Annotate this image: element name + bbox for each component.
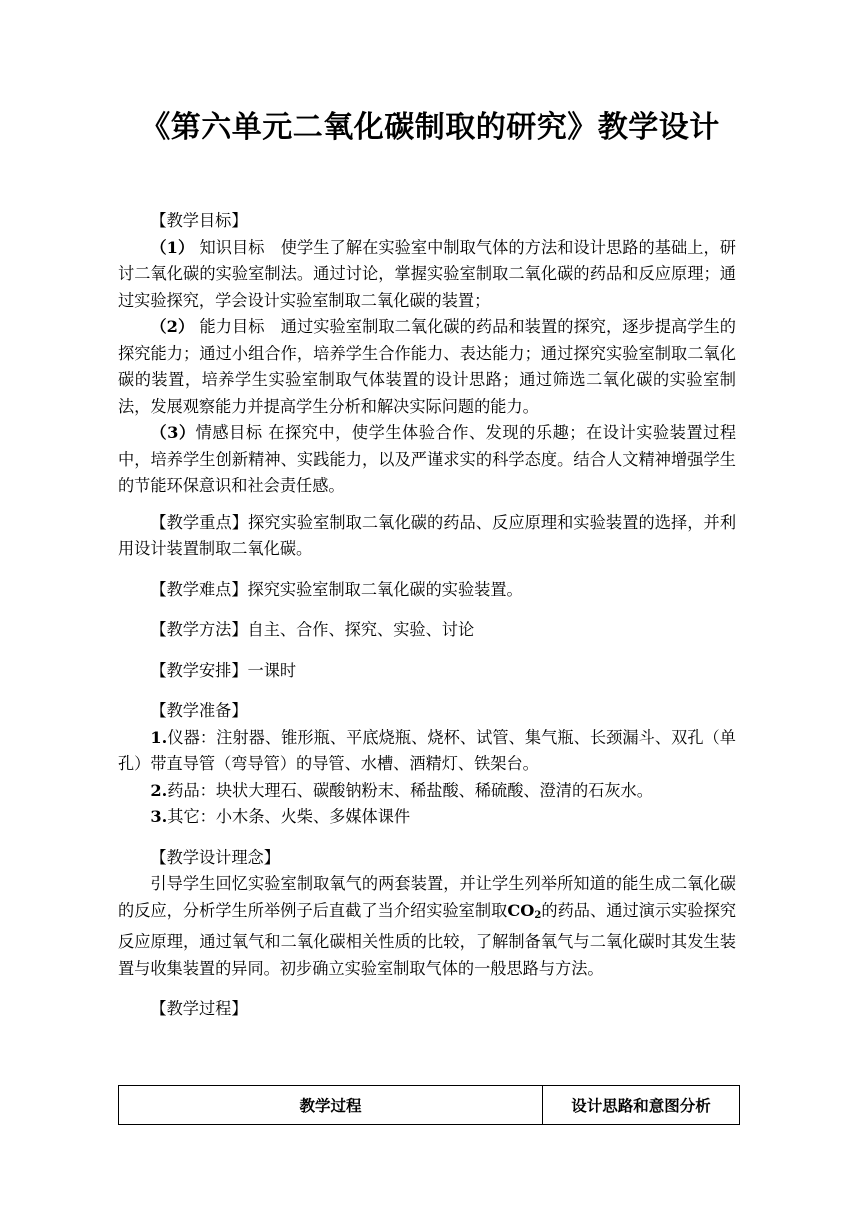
concept-formula-main: CO <box>507 900 535 920</box>
concept-text <box>118 871 736 982</box>
preparation-heading: 【教学准备】 <box>150 701 248 720</box>
preparation-item-2 <box>118 778 736 805</box>
difficulty <box>118 577 736 604</box>
document-body <box>118 208 736 1023</box>
goal-knowledge-text: 使学生了解在实验室中制取气体的方法和设计思路的基础上，研讨二氧化碳的实验室制法。通过讨论，掌握实验室制取二氧化碳的药品和反应原理；通过实验探究，学会设计实验室制取二氧化碳的装置； <box>118 237 736 310</box>
preparation-item-text: 其它：小木条、火柴、多媒体课件 <box>167 807 411 826</box>
concept-formula <box>507 901 541 920</box>
goals-heading: 【教学目标】 <box>150 211 248 230</box>
goal-knowledge-label: 知识目标 <box>194 237 281 257</box>
concept-heading: 【教学设计理念】 <box>150 847 280 867</box>
goal-emotion <box>118 420 736 500</box>
preparation-item-num: 1. <box>150 727 168 747</box>
goal-knowledge <box>118 235 736 315</box>
goal-knowledge-num: （1） <box>150 237 195 257</box>
key-points-text: 探究实验室制取二氧化碳的药品、反应原理和实验装置的选择，并利用设计装置制取二氧化碳。 <box>118 512 737 558</box>
goal-ability-num: （2） <box>150 317 195 336</box>
schedule-text: 一课时 <box>247 660 297 680</box>
goal-emotion-num: （3） <box>150 423 196 442</box>
difficulty-heading: 【教学难点】 <box>150 579 248 599</box>
methods-text: 自主、合作、探究、实验、讨论 <box>247 620 475 639</box>
concept-formula-sub: 2 <box>534 909 542 921</box>
methods-heading: 【教学方法】 <box>150 620 248 639</box>
preparation-item-text: 仪器：注射器、锥形瓶、平底烧瓶、烧杯、试管、集气瓶、长颈漏斗、双孔（单孔）带直导管（弯导管）的导管、水槽、酒精灯、铁架台。 <box>118 727 736 773</box>
goal-emotion-text: 在探究中，使学生体验合作、发现的乐趣；在设计实验装置过程中，培养学生创新精神、实践能力，以及严谨求实的科学态度。结合人文精神增强学生的节能环保意识和社会责任感。 <box>118 423 737 495</box>
concept-text-before: 引导学生回忆实验室制取氧气的两套装置，并让学生列举所知道的能生成二氧化碳的反应，分析学生所举例子后直截了当介绍实验室制取 <box>118 874 736 920</box>
schedule-heading: 【教学安排】 <box>150 660 248 680</box>
preparation-item-1 <box>118 725 736 778</box>
goal-ability-text: 通过实验室制取二氧化碳的药品和装置的探究，逐步提高学生的探究能力；通过小组合作，培养学生合作能力、表达能力；通过探究实验室制取二氧化碳的装置，培养学生实验室制取气体装置的设计思路；通过筛选二氧化碳的实验室制法，发展观察能力并提高学生分析和解决实际问题的能力。 <box>118 317 736 416</box>
table-header-design: 设计思路和意图分析 <box>571 1097 711 1115</box>
document-title: 《第六单元二氧化碳制取的研究》教学设计 <box>140 110 720 145</box>
preparation-item-text: 药品：块状大理石、碳酸钠粉末、稀盐酸、稀硫酸、澄清的石灰水。 <box>167 780 653 800</box>
table-header-process: 教学过程 <box>119 1086 543 1124</box>
preparation-item-3 <box>118 804 736 831</box>
key-points <box>118 510 736 563</box>
goal-emotion-label: 情感目标 <box>195 423 269 442</box>
process-heading: 【教学过程】 <box>150 999 248 1018</box>
concept-text-after: 的药品、通过演示实验探究反应原理，通过氧气和二氧化碳相关性质的比较，了解制备氧气与二氧化碳时其发生装置与收集装置的异同。初步确立实验室制取气体的一般思路与方法。 <box>118 900 737 978</box>
preparation-item-num: 2. <box>150 780 168 800</box>
difficulty-text: 探究实验室制取二氧化碳的实验装置。 <box>247 579 523 599</box>
schedule <box>118 658 736 685</box>
key-points-heading: 【教学重点】 <box>150 512 249 532</box>
process-table <box>118 1085 740 1125</box>
methods <box>118 617 736 644</box>
preparation-item-num: 3. <box>150 807 168 826</box>
goal-ability <box>118 314 736 420</box>
goal-ability-label: 能力目标 <box>194 317 281 336</box>
